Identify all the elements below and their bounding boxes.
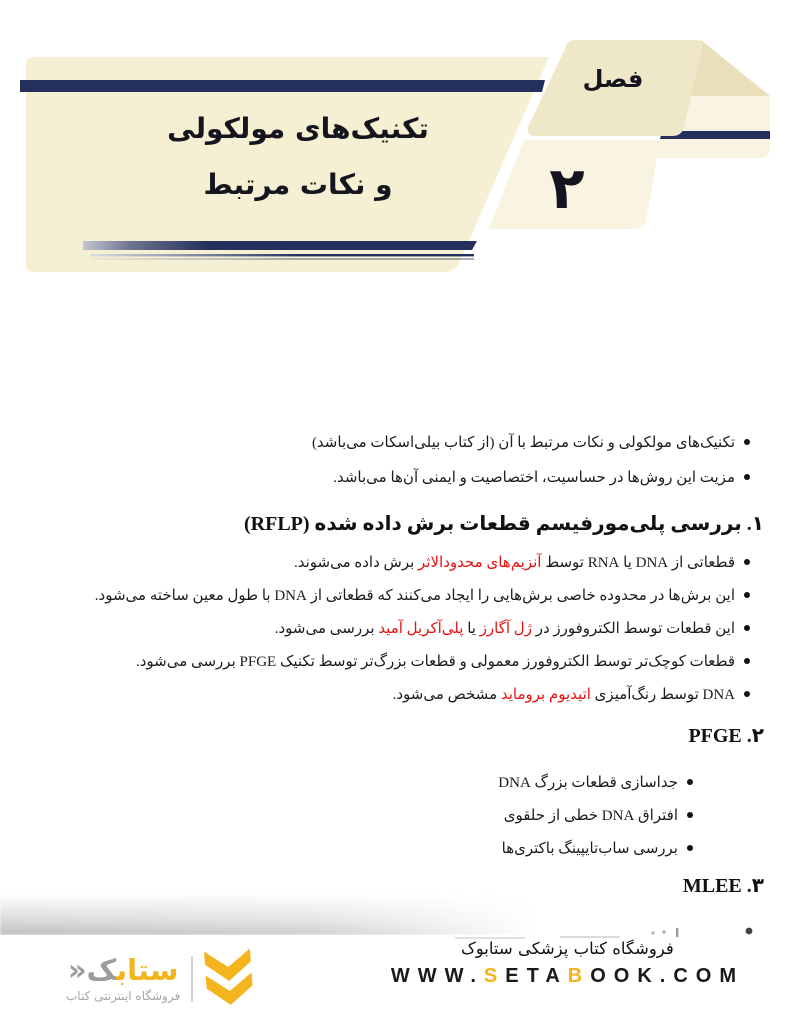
footer-store-block [391,939,744,988]
bullet-text: DNA توسط رنگ‌آمیزی [590,687,735,703]
bullet-item [0,767,693,800]
highlight-term: آنزیم‌های محدودالاثر [418,555,542,571]
bullet-item [0,833,693,866]
bullet-dot [744,439,750,445]
bullet-item [0,580,750,613]
logo-wordmark-gold: ستاب [116,953,179,987]
bullet-item [0,646,750,679]
chapter-number: ۲ [549,154,585,222]
bullet-text: این برش‌ها در محدوده خاصی برش‌هایی را ایجاد می‌کنند که قطعاتی از DNA با طول معین ساخته می‌شود. [94,588,735,604]
bullet-text: یا [463,621,480,637]
bullet-item [0,800,693,833]
bullet-dot [687,845,693,851]
footer-url [391,965,744,988]
logo-subtitle: فروشگاه اینترنتی کتاب [66,989,181,1003]
banner-title-line1: تکنیک‌های مولکولی [167,112,429,145]
intro-list [0,426,788,496]
bullet-item [0,613,750,646]
logo-divider [191,956,193,1002]
url-text: OOK.COM [590,965,744,987]
bullet-text: قطعاتی از DNA یا RNA توسط [541,555,735,571]
highlight-term: اتیدیوم بروماید [500,687,591,703]
bullet-text: مشخص می‌شود. [392,687,501,703]
setabook-logo [66,948,254,1010]
url-gold-letter: S [483,965,506,987]
bullet-text: افتراق DNA خطی از حلقوی [503,808,678,824]
bullet-item [0,461,750,496]
bullet-dot [744,559,750,565]
section-heading-mlee: ۳. MLEE [682,875,764,897]
url-text: ETA [505,965,568,987]
banner-title-line2: و نکات مرتبط [203,168,393,201]
bullet-text: قطعات کوچک‌تر توسط الکتروفورز معمولی و قطعات بزرگ‌تر توسط تکنیک PFGE بررسی می‌شود. [135,654,735,670]
bullet-dot [744,474,750,480]
bullet-text: برش داده می‌شوند. [293,555,419,571]
bullet-dot [744,691,750,697]
bullet-item [0,547,750,580]
bullet-dot [687,812,693,818]
bullet-dot [744,625,750,631]
bullet-item [0,426,750,461]
bullet-dot [744,658,750,664]
chapter-word: فصل [582,65,644,93]
logo-wordmark [66,955,180,985]
section-heading-rflp: ۱. بررسی پلی‌مورفیسم قطعات برش داده شده (RFLP) [243,513,764,535]
bullet-item [0,679,750,712]
section-list-pfge [0,767,788,866]
bullet-text: مزیت این روش‌ها در حساسیت، اختصاصیت و ایمنی آن‌ها می‌باشد. [333,470,735,486]
chevron-emblem-icon [204,948,254,1010]
bullet-text: جداسازی قطعات بزرگ DNA [498,775,678,791]
url-gold-letter: B [567,965,591,987]
bullet-text: این قطعات توسط الکتروفورز در [531,621,735,637]
logo-wordmark-block [66,955,180,1003]
logo-wordmark-gray: ک« [67,953,117,987]
bullet-dot [687,779,693,785]
section-heading-pfge: ۲. PFGE [688,725,764,747]
bullet-dot [744,592,750,598]
bullet-text: بررسی می‌شود. [274,621,379,637]
url-text: WWW. [390,965,484,987]
store-tagline: فروشگاه کتاب پزشکی ستابوک [461,939,674,958]
highlight-term: ژل آگارز [479,621,532,637]
section-list-rflp [0,547,788,712]
bullet-text: بررسی ساب‌تایپینگ باکتری‌ها [501,841,678,857]
highlight-term: پلی‌آکریل آمید [378,621,464,637]
bullet-text: تکنیک‌های مولکولی و نکات مرتبط با آن (از کتاب بیلی‌اسکات می‌باشد) [311,435,735,451]
